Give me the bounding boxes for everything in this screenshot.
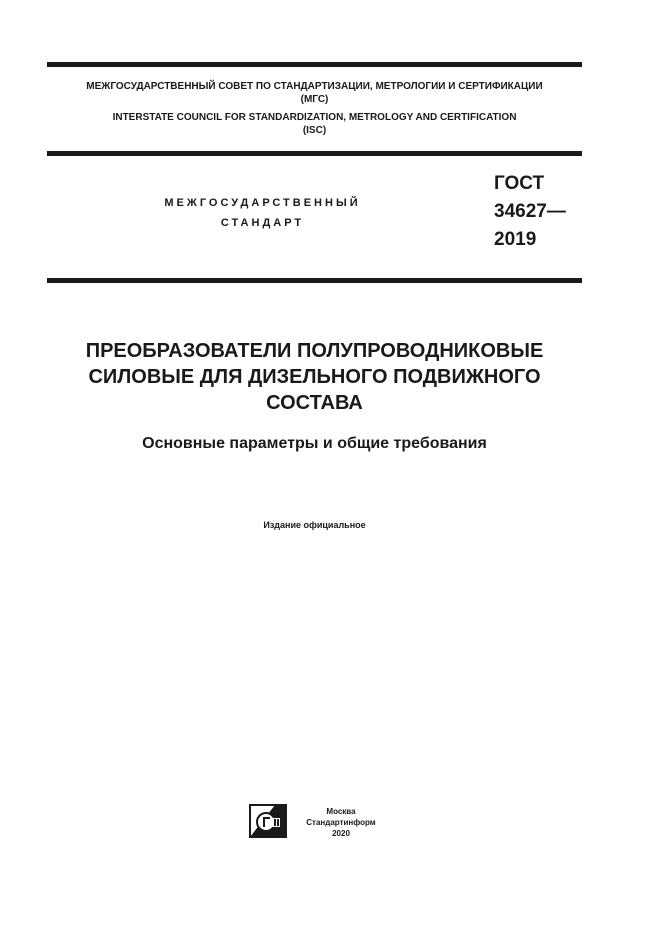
title-line-2: СИЛОВЫЕ ДЛЯ ДИЗЕЛЬНОГО ПОДВИЖНОГО (88, 366, 541, 388)
council-en-abbr: (ISC) (302, 125, 327, 136)
bottom-rule (47, 278, 582, 283)
top-rule (47, 62, 582, 67)
council-en (47, 111, 582, 137)
council-ru-name: МЕЖГОСУДАРСТВЕННЫЙ СОВЕТ ПО СТАНДАРТИЗАЦИИ, МЕТРОЛОГИИ И СЕРТИФИКАЦИИ (86, 81, 543, 92)
publisher-city: Москва (326, 807, 356, 816)
document-subtitle: Основные параметры и общие требования (142, 435, 487, 452)
standard-type (120, 193, 405, 233)
publisher-name: Стандартинформ (306, 818, 376, 827)
publisher-year: 2020 (332, 829, 350, 838)
council-ru (47, 80, 582, 106)
council-ru-abbr: (МГС) (300, 94, 329, 105)
edition-note: Издание официальное (263, 520, 366, 530)
publisher-block (249, 804, 409, 844)
title-line-3: СОСТАВА (266, 392, 363, 414)
gost-label: ГОСТ (494, 173, 545, 194)
council-en-name: INTERSTATE COUNCIL FOR STANDARDIZATION, METROLOGY AND CERTIFICATION (112, 112, 517, 123)
title-line-1: ПРЕОБРАЗОВАТЕЛИ ПОЛУПРОВОДНИКОВЫЕ (85, 340, 544, 362)
standartinform-logo-icon (249, 804, 287, 838)
document-title (47, 338, 582, 416)
standard-type-line2: СТАНДАРТ (220, 217, 305, 229)
gost-designation (494, 170, 566, 254)
publisher-text (301, 806, 381, 839)
gost-year: 2019 (494, 229, 537, 250)
gost-number: 34627— (494, 201, 566, 222)
middle-rule (47, 151, 582, 156)
standard-type-line1: МЕЖГОСУДАРСТВЕННЫЙ (164, 197, 361, 209)
